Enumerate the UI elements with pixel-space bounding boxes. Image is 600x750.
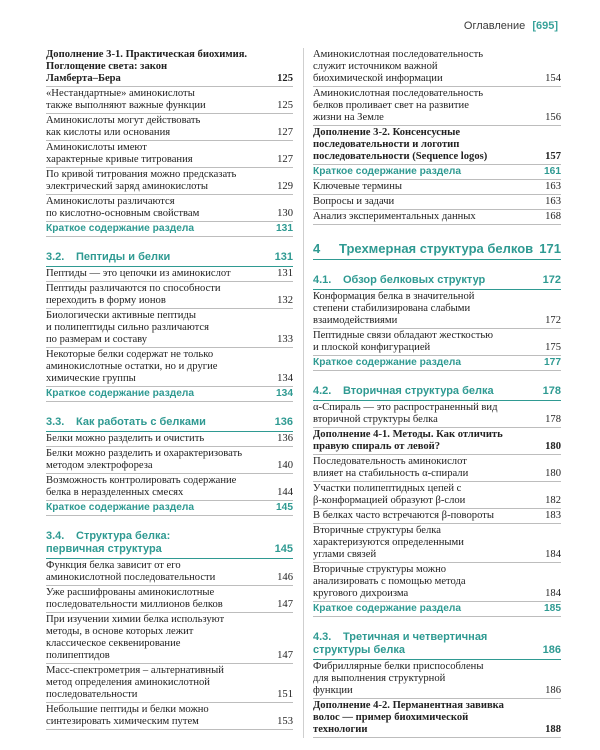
toc-entry[interactable] (46, 168, 293, 195)
toc-supplement-entry[interactable] (46, 48, 293, 87)
toc-title: α-Спираль — это распространенный вид вторичной структуры белка (313, 402, 498, 425)
toc-section-heading[interactable] (46, 530, 293, 559)
toc-entry[interactable] (46, 447, 293, 474)
toc-title: Пептидные связи обладают жесткостью и плоской конфигурацией (313, 330, 494, 353)
toc-section-heading[interactable] (313, 274, 561, 290)
toc-entry[interactable] (46, 586, 293, 613)
toc-entry[interactable] (46, 703, 293, 730)
toc-page-number: 147 (277, 650, 293, 661)
toc-entry[interactable] (313, 195, 561, 210)
toc-number: 3.3. (46, 416, 65, 428)
toc-title: Аминокислоты различаются по кислотно-основным свойствам (46, 196, 200, 219)
toc-title: Дополнение 4-2. Перманентная завивка волос — пример биохимической технологии (313, 700, 504, 735)
toc-page-number: 186 (542, 644, 561, 656)
toc-summary-entry[interactable] (313, 165, 561, 180)
toc-entry[interactable] (46, 195, 293, 222)
header-title: Оглавление (463, 20, 526, 32)
toc-supplement-entry[interactable] (313, 126, 561, 165)
toc-page-number: 127 (277, 127, 293, 138)
toc-title: Возможность контролировать содержание белка в неразделенных смесях (46, 475, 237, 498)
toc-entry[interactable] (46, 282, 293, 309)
toc-title: В белках часто встречаются β-повороты (313, 510, 494, 521)
toc-title: Некоторые белки содержат не только аминокислотные остатки, но и другие химические группы (46, 349, 218, 384)
toc-page-number: 145 (274, 543, 293, 555)
toc-summary-entry[interactable] (46, 501, 293, 516)
toc-title: Пептиды — это цепочки из аминокислот (46, 268, 231, 279)
toc-entry[interactable] (313, 210, 561, 225)
toc-title: «Нестандартные» аминокислоты также выполняют важные функции (46, 88, 206, 111)
header-page-number: [695] (532, 20, 558, 32)
toc-summary-entry[interactable] (313, 356, 561, 371)
toc-entry[interactable] (46, 309, 293, 348)
toc-title: Аминокислотная последовательность служит источником важной биохимической информации (313, 49, 484, 84)
toc-entry[interactable] (46, 348, 293, 387)
toc-page-number: 131 (274, 251, 293, 263)
toc-page-number: 172 (542, 274, 561, 286)
toc-entry[interactable] (313, 509, 561, 524)
toc-page-number: 132 (277, 295, 293, 306)
toc-page-number: 163 (545, 181, 561, 192)
toc-title: Третичная и четвертичная структуры белка (313, 631, 488, 656)
toc-page-number: 147 (277, 599, 293, 610)
toc-page-number: 145 (276, 502, 293, 513)
toc-number: 4 (313, 241, 321, 256)
toc-title: Краткое содержание раздела (313, 166, 462, 177)
toc-number: 4.2. (313, 385, 332, 397)
toc-entry[interactable] (46, 267, 293, 282)
toc-title: Аминокислотная последовательность белков проливает свет на развитие жизни на Земле (313, 88, 484, 123)
toc-chapter-heading[interactable] (313, 241, 561, 260)
toc-entry[interactable] (313, 660, 561, 699)
toc-title: Краткое содержание раздела (46, 388, 195, 399)
toc-title: Краткое содержание раздела (46, 502, 195, 513)
toc-title: Аминокислоты имеют характерные кривые титрования (46, 142, 193, 165)
toc-page-number: 134 (277, 373, 293, 384)
toc-page-number: 175 (545, 342, 561, 353)
toc-title: Белки можно разделить и охарактеризовать методом электрофореза (46, 448, 243, 471)
toc-page-number: 171 (539, 241, 561, 256)
toc-page-number: 156 (545, 112, 561, 123)
toc-page-number: 144 (277, 487, 293, 498)
toc-page-number: 131 (276, 223, 293, 234)
toc-title: Масс-спектрометрия – альтернативный метод определения аминокислотной последовательности (46, 665, 224, 700)
toc-entry[interactable] (313, 180, 561, 195)
toc-title: Функция белка зависит от его аминокислотной последовательности (46, 560, 216, 583)
toc-title: Белки можно разделить и очистить (46, 433, 205, 444)
toc-page-number: 186 (545, 685, 561, 696)
toc-page-number: 184 (545, 588, 561, 599)
toc-page-number: 134 (276, 388, 293, 399)
toc-page-number: 188 (545, 724, 561, 735)
toc-entry[interactable] (313, 401, 561, 428)
toc-entry[interactable] (313, 48, 561, 87)
toc-page-number: 177 (544, 357, 561, 368)
toc-entry[interactable] (46, 664, 293, 703)
toc-section-heading[interactable] (46, 251, 293, 267)
toc-entry[interactable] (46, 432, 293, 447)
toc-entry[interactable] (46, 559, 293, 586)
toc-title: Как работать с белками (76, 416, 206, 428)
toc-title: Вторичная структура белка (343, 385, 494, 397)
toc-section-heading[interactable] (313, 631, 561, 660)
toc-left-column (46, 48, 293, 730)
toc-page-number: 168 (545, 211, 561, 222)
toc-title: Последовательность аминокислот влияет на стабильность α-спирали (313, 456, 469, 479)
toc-page-number: 183 (545, 510, 561, 521)
toc-summary-entry[interactable] (46, 222, 293, 237)
toc-entry[interactable] (46, 474, 293, 501)
toc-section-heading[interactable] (313, 385, 561, 401)
toc-section-heading[interactable] (46, 416, 293, 432)
toc-title: Аминокислоты могут действовать как кислоты или основания (46, 115, 201, 138)
toc-title: Вопросы и задачи (313, 196, 395, 207)
toc-title: Краткое содержание раздела (313, 357, 462, 368)
toc-page-number: 136 (274, 416, 293, 428)
toc-page-number: 140 (277, 460, 293, 471)
toc-title: Дополнение 3-2. Консенсусные последовательности и логотип последовательности (Sequence logos) (313, 127, 488, 162)
toc-page-number: 172 (545, 315, 561, 326)
toc-title: Участки полипептидных цепей с β-конформацией образуют β-слои (313, 483, 466, 506)
toc-title: Краткое содержание раздела (313, 603, 462, 614)
toc-page-number: 182 (545, 495, 561, 506)
toc-entry[interactable] (46, 613, 293, 664)
toc-title: Пептиды различаются по способности переходить в форму ионов (46, 283, 221, 306)
toc-title: Фибриллярные белки приспособлены для выполнения структурной функции (313, 661, 484, 696)
toc-page-number: 130 (277, 208, 293, 219)
toc-page-number: 161 (544, 166, 561, 177)
column-divider (303, 48, 304, 738)
toc-number: 3.4. (46, 530, 65, 542)
toc-title: Краткое содержание раздела (46, 223, 195, 234)
toc-page-number: 154 (545, 73, 561, 84)
toc-title: Ключевые термины (313, 181, 402, 192)
toc-entry[interactable] (46, 114, 293, 141)
toc-page-number: 157 (545, 151, 561, 162)
toc-page-number: 180 (545, 441, 561, 452)
toc-page-number: 127 (277, 154, 293, 165)
toc-page-number: 153 (277, 716, 293, 727)
toc-page-number: 125 (277, 73, 293, 84)
toc-right-column (313, 48, 561, 738)
running-header (464, 20, 558, 32)
toc-number: 3.2. (46, 251, 65, 263)
toc-title: Биологически активные пептиды и полипептиды сильно различаются по размерам и составу (46, 310, 209, 345)
toc-entry[interactable] (313, 87, 561, 126)
toc-title: Обзор белковых структур (343, 274, 486, 286)
toc-page-number: 178 (545, 414, 561, 425)
toc-entry[interactable] (46, 141, 293, 168)
toc-page-number: 185 (544, 603, 561, 614)
toc-title: При изучении химии белка используют методы, в основе которых лежит классическое секвенирование полипептидов (46, 614, 225, 661)
toc-entry[interactable] (313, 455, 561, 482)
toc-title: Небольшие пептиды и белки можно синтезировать химическим путем (46, 704, 209, 727)
toc-number: 4.1. (313, 274, 332, 286)
toc-page-number: 136 (277, 433, 293, 444)
toc-title: Дополнение 4-1. Методы. Как отличить правую спираль от левой? (313, 429, 503, 452)
toc-page-number: 125 (277, 100, 293, 111)
toc-title: Конформация белка в значительной степени стабилизирована слабыми взаимодействиями (313, 291, 475, 326)
toc-title: Анализ экспериментальных данных (313, 211, 476, 222)
toc-entry[interactable] (313, 329, 561, 356)
toc-title: Вторичные структуры можно анализировать с помощью метода кругового дихроизма (313, 564, 466, 599)
toc-page-number: 163 (545, 196, 561, 207)
toc-entry[interactable] (313, 290, 561, 329)
toc-page-number: 131 (277, 268, 293, 279)
toc-title: Дополнение 3-1. Практическая биохимия. Поглощение света: закон Ламберта–Бера (46, 49, 248, 84)
toc-title: Пептиды и белки (76, 251, 171, 263)
toc-entry[interactable] (313, 482, 561, 509)
toc-supplement-entry[interactable] (313, 428, 561, 455)
toc-supplement-entry[interactable] (313, 699, 561, 738)
toc-page-number: 151 (277, 689, 293, 700)
toc-summary-entry[interactable] (46, 387, 293, 402)
toc-entry[interactable] (46, 87, 293, 114)
toc-summary-entry[interactable] (313, 602, 561, 617)
toc-page-number: 129 (277, 181, 293, 192)
toc-title: Вторичные структуры белка характеризуются определенными углами связей (313, 525, 464, 560)
toc-entry[interactable] (313, 524, 561, 563)
toc-page-number: 180 (545, 468, 561, 479)
toc-entry[interactable] (313, 563, 561, 602)
toc-page-number: 184 (545, 549, 561, 560)
toc-title: Трехмерная структура белков (339, 241, 534, 256)
toc-page-number: 178 (542, 385, 561, 397)
toc-title: Уже расшифрованы аминокислотные последовательности миллионов белков (46, 587, 223, 610)
toc-page-number: 146 (277, 572, 293, 583)
toc-title: Структура белка: первичная структура (46, 530, 171, 555)
toc-title: По кривой титрования можно предсказать электрический заряд аминокислоты (46, 169, 237, 192)
toc-page-number: 133 (277, 334, 293, 345)
toc-number: 4.3. (313, 631, 332, 643)
